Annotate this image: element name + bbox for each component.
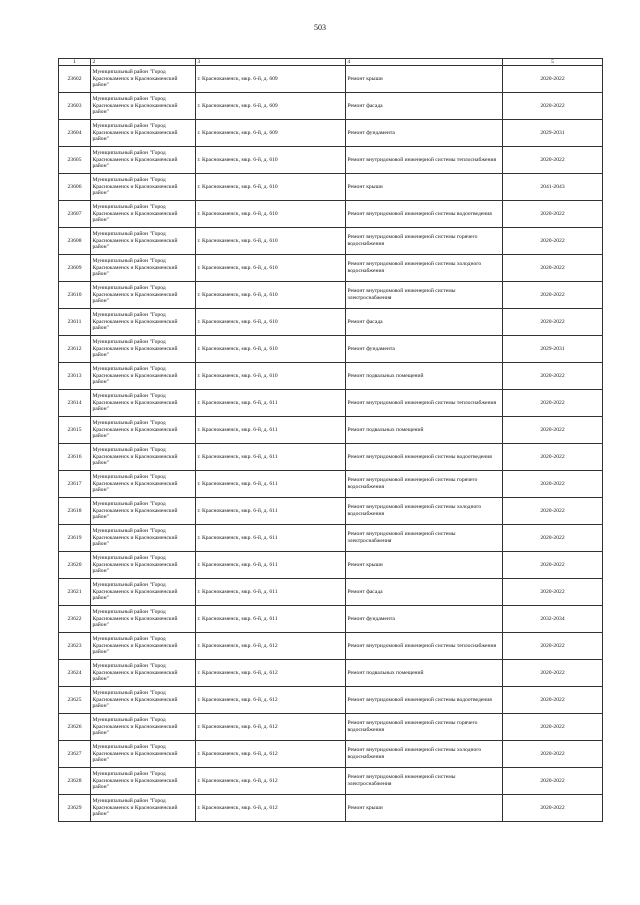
work-type-cell: Ремонт внутридомовой инженерной системы водоотведения [346,444,503,471]
municipality-cell: Муниципальный район "Город Краснокаменск и Краснокаменский район" [91,363,196,390]
period-cell: 2020-2022 [503,417,603,444]
period-cell: 2020-2022 [503,552,603,579]
table-row [59,120,603,147]
period-cell: 2020-2022 [503,525,603,552]
row-number-cell: 23629 [59,795,91,822]
table-row [59,174,603,201]
work-type-cell: Ремонт внутридомовой инженерной системы теплоснабжения [346,390,503,417]
address-cell: г. Краснокаменск, мкр. 6-й, д. 610 [196,147,346,174]
table-row [59,93,603,120]
row-number-cell: 23609 [59,255,91,282]
table-header-row [59,59,603,66]
municipality-cell: Муниципальный район "Город Краснокаменск и Краснокаменский район" [91,147,196,174]
period-cell: 2020-2022 [503,660,603,687]
address-cell: г. Краснокаменск, мкр. 6-й, д. 611 [196,390,346,417]
address-cell: г. Краснокаменск, мкр. 6-й, д. 610 [196,201,346,228]
work-type-cell: Ремонт внутридомовой инженерной системы теплоснабжения [346,147,503,174]
municipality-cell: Муниципальный район "Город Краснокаменск и Краснокаменский район" [91,795,196,822]
address-cell: г. Краснокаменск, мкр. 6-й, д. 609 [196,120,346,147]
row-number-cell: 23627 [59,741,91,768]
municipality-cell: Муниципальный район "Город Краснокаменск и Краснокаменский район" [91,309,196,336]
period-cell: 2020-2022 [503,228,603,255]
table-row [59,363,603,390]
period-cell: 2020-2022 [503,714,603,741]
municipality-cell: Муниципальный район "Город Краснокаменск и Краснокаменский район" [91,282,196,309]
municipality-cell: Муниципальный район "Город Краснокаменск и Краснокаменский район" [91,471,196,498]
address-cell: г. Краснокаменск, мкр. 6-й, д. 612 [196,741,346,768]
row-number-cell: 23606 [59,174,91,201]
address-cell: г. Краснокаменск, мкр. 6-й, д. 610 [196,255,346,282]
period-cell: 2020-2022 [503,93,603,120]
table-row [59,309,603,336]
row-number-cell: 23621 [59,579,91,606]
row-number-cell: 23622 [59,606,91,633]
table-row [59,444,603,471]
address-cell: г. Краснокаменск, мкр. 6-й, д. 612 [196,714,346,741]
work-type-cell: Ремонт фундамента [346,606,503,633]
municipality-cell: Муниципальный район "Город Краснокаменск и Краснокаменский район" [91,768,196,795]
work-type-cell: Ремонт фундамента [346,120,503,147]
row-number-cell: 23605 [59,147,91,174]
period-cell: 2020-2022 [503,768,603,795]
row-number-cell: 23611 [59,309,91,336]
address-cell: г. Краснокаменск, мкр. 6-й, д. 611 [196,552,346,579]
table-row [59,525,603,552]
period-cell: 2020-2022 [503,579,603,606]
period-cell: 2020-2022 [503,282,603,309]
municipality-cell: Муниципальный район "Город Краснокаменск и Краснокаменский район" [91,633,196,660]
table-row [59,147,603,174]
period-cell: 2020-2022 [503,390,603,417]
work-type-cell: Ремонт внутридомовой инженерной системы электроснабжения [346,525,503,552]
municipality-cell: Муниципальный район "Город Краснокаменск и Краснокаменский район" [91,498,196,525]
table-row [59,228,603,255]
period-cell: 2020-2022 [503,309,603,336]
municipality-cell: Муниципальный район "Город Краснокаменск и Краснокаменский район" [91,390,196,417]
row-number-cell: 23610 [59,282,91,309]
address-cell: г. Краснокаменск, мкр. 6-й, д. 609 [196,66,346,93]
row-number-cell: 23626 [59,714,91,741]
period-cell: 2020-2022 [503,633,603,660]
municipality-cell: Муниципальный район "Город Краснокаменск и Краснокаменский район" [91,687,196,714]
row-number-cell: 23602 [59,66,91,93]
period-cell: 2020-2022 [503,444,603,471]
address-cell: г. Краснокаменск, мкр. 6-й, д. 610 [196,336,346,363]
municipality-cell: Муниципальный район "Город Краснокаменск и Краснокаменский район" [91,579,196,606]
table-row [59,714,603,741]
address-cell: г. Краснокаменск, мкр. 6-й, д. 610 [196,228,346,255]
period-cell: 2020-2022 [503,795,603,822]
work-type-cell: Ремонт фасада [346,309,503,336]
address-cell: г. Краснокаменск, мкр. 6-й, д. 611 [196,525,346,552]
work-type-cell: Ремонт фасада [346,579,503,606]
address-cell: г. Краснокаменск, мкр. 6-й, д. 610 [196,282,346,309]
row-number-cell: 23620 [59,552,91,579]
period-cell: 2020-2022 [503,687,603,714]
table-row [59,471,603,498]
work-type-cell: Ремонт внутридомовой инженерной системы горячего водоснабжения [346,714,503,741]
column-header-address: 3 [196,59,346,66]
address-cell: г. Краснокаменск, мкр. 6-й, д. 610 [196,363,346,390]
table-row [59,201,603,228]
repair-schedule-table [58,58,603,822]
table-row [59,579,603,606]
work-type-cell: Ремонт крыши [346,66,503,93]
municipality-cell: Муниципальный район "Город Краснокаменск и Краснокаменский район" [91,444,196,471]
period-cell: 2020-2022 [503,741,603,768]
row-number-cell: 23625 [59,687,91,714]
municipality-cell: Муниципальный район "Город Краснокаменск и Краснокаменский район" [91,93,196,120]
table-row [59,633,603,660]
municipality-cell: Муниципальный район "Город Краснокаменск и Краснокаменский район" [91,120,196,147]
row-number-cell: 23613 [59,363,91,390]
row-number-cell: 23624 [59,660,91,687]
work-type-cell: Ремонт подвальных помещений [346,363,503,390]
municipality-cell: Муниципальный район "Город Краснокаменск и Краснокаменский район" [91,336,196,363]
table-row [59,768,603,795]
work-type-cell: Ремонт фасада [346,93,503,120]
row-number-cell: 23628 [59,768,91,795]
municipality-cell: Муниципальный район "Город Краснокаменск и Краснокаменский район" [91,606,196,633]
work-type-cell: Ремонт подвальных помещений [346,660,503,687]
table-row [59,282,603,309]
municipality-cell: Муниципальный район "Город Краснокаменск и Краснокаменский район" [91,174,196,201]
table-row [59,606,603,633]
address-cell: г. Краснокаменск, мкр. 6-й, д. 612 [196,660,346,687]
table-row [59,498,603,525]
period-cell: 2032-2034 [503,606,603,633]
period-cell: 2020-2022 [503,498,603,525]
row-number-cell: 23608 [59,228,91,255]
work-type-cell: Ремонт внутридомовой инженерной системы горячего водоснабжения [346,471,503,498]
table-row [59,390,603,417]
address-cell: г. Краснокаменск, мкр. 6-й, д. 610 [196,174,346,201]
municipality-cell: Муниципальный район "Город Краснокаменск и Краснокаменский район" [91,201,196,228]
table-row [59,255,603,282]
work-type-cell: Ремонт внутридомовой инженерной системы водоотведения [346,201,503,228]
period-cell: 2020-2022 [503,147,603,174]
municipality-cell: Муниципальный район "Город Краснокаменск и Краснокаменский район" [91,228,196,255]
municipality-cell: Муниципальный район "Город Краснокаменск и Краснокаменский район" [91,525,196,552]
period-cell: 2029-2031 [503,336,603,363]
row-number-cell: 23616 [59,444,91,471]
table-row [59,66,603,93]
address-cell: г. Краснокаменск, мкр. 6-й, д. 611 [196,498,346,525]
municipality-cell: Муниципальный район "Город Краснокаменск и Краснокаменский район" [91,741,196,768]
column-header-period: 5 [503,59,603,66]
work-type-cell: Ремонт внутридомовой инженерной системы холодного водоснабжения [346,255,503,282]
address-cell: г. Краснокаменск, мкр. 6-й, д. 611 [196,579,346,606]
period-cell: 2020-2022 [503,255,603,282]
period-cell: 2020-2022 [503,471,603,498]
table-row [59,795,603,822]
address-cell: г. Краснокаменск, мкр. 6-й, д. 611 [196,444,346,471]
row-number-cell: 23612 [59,336,91,363]
table-row [59,687,603,714]
municipality-cell: Муниципальный район "Город Краснокаменск и Краснокаменский район" [91,552,196,579]
work-type-cell: Ремонт крыши [346,552,503,579]
municipality-cell: Муниципальный район "Город Краснокаменск и Краснокаменский район" [91,714,196,741]
table-row [59,660,603,687]
period-cell: 2041-2043 [503,174,603,201]
table-row [59,741,603,768]
work-type-cell: Ремонт крыши [346,795,503,822]
period-cell: 2020-2022 [503,201,603,228]
row-number-cell: 23603 [59,93,91,120]
address-cell: г. Краснокаменск, мкр. 6-й, д. 611 [196,417,346,444]
row-number-cell: 23614 [59,390,91,417]
work-type-cell: Ремонт крыши [346,174,503,201]
row-number-cell: 23619 [59,525,91,552]
row-number-cell: 23604 [59,120,91,147]
work-type-cell: Ремонт внутридомовой инженерной системы электроснабжения [346,282,503,309]
table-row [59,552,603,579]
address-cell: г. Краснокаменск, мкр. 6-й, д. 611 [196,471,346,498]
period-cell: 2029-2031 [503,120,603,147]
municipality-cell: Муниципальный район "Город Краснокаменск и Краснокаменский район" [91,255,196,282]
column-header-number: 1 [59,59,91,66]
work-type-cell: Ремонт внутридомовой инженерной системы электроснабжения [346,768,503,795]
work-type-cell: Ремонт внутридомовой инженерной системы теплоснабжения [346,633,503,660]
column-header-work-type: 4 [346,59,503,66]
work-type-cell: Ремонт внутридомовой инженерной системы холодного водоснабжения [346,741,503,768]
work-type-cell: Ремонт внутридомовой инженерной системы водоотведения [346,687,503,714]
column-header-municipality: 2 [91,59,196,66]
period-cell: 2020-2022 [503,66,603,93]
table-row [59,336,603,363]
work-type-cell: Ремонт внутридомовой инженерной системы горячего водоснабжения [346,228,503,255]
address-cell: г. Краснокаменск, мкр. 6-й, д. 611 [196,606,346,633]
work-type-cell: Ремонт подвальных помещений [346,417,503,444]
table-row [59,417,603,444]
address-cell: г. Краснокаменск, мкр. 6-й, д. 612 [196,795,346,822]
municipality-cell: Муниципальный район "Город Краснокаменск и Краснокаменский район" [91,66,196,93]
address-cell: г. Краснокаменск, мкр. 6-й, д. 610 [196,309,346,336]
address-cell: г. Краснокаменск, мкр. 6-й, д. 612 [196,633,346,660]
row-number-cell: 23623 [59,633,91,660]
row-number-cell: 23607 [59,201,91,228]
address-cell: г. Краснокаменск, мкр. 6-й, д. 612 [196,687,346,714]
page-number: 503 [314,23,326,32]
municipality-cell: Муниципальный район "Город Краснокаменск и Краснокаменский район" [91,417,196,444]
work-type-cell: Ремонт внутридомовой инженерной системы холодного водоснабжения [346,498,503,525]
row-number-cell: 23618 [59,498,91,525]
municipality-cell: Муниципальный район "Город Краснокаменск и Краснокаменский район" [91,660,196,687]
row-number-cell: 23615 [59,417,91,444]
table-body [59,66,603,822]
row-number-cell: 23617 [59,471,91,498]
address-cell: г. Краснокаменск, мкр. 6-й, д. 609 [196,93,346,120]
work-type-cell: Ремонт фундамента [346,336,503,363]
period-cell: 2020-2022 [503,363,603,390]
address-cell: г. Краснокаменск, мкр. 6-й, д. 612 [196,768,346,795]
